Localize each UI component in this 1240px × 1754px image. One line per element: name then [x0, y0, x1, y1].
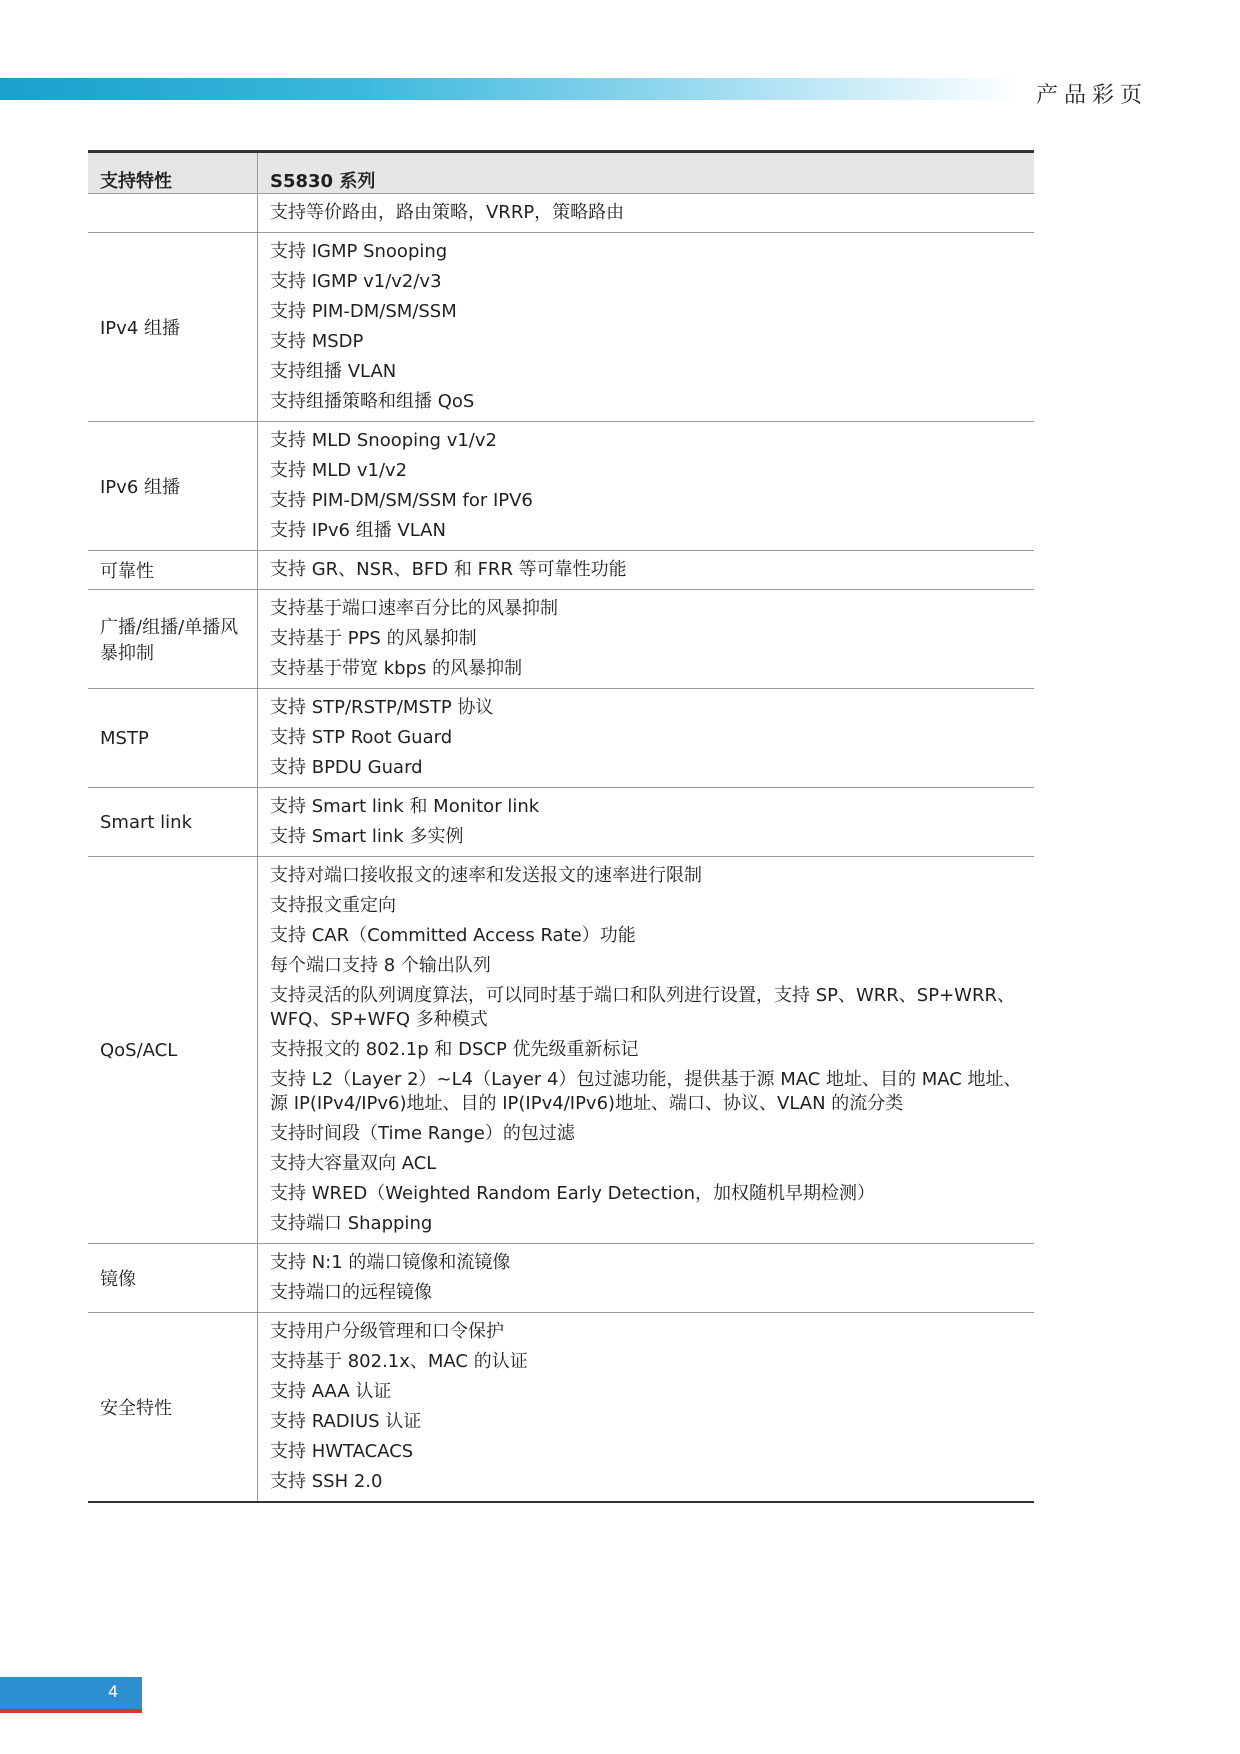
table-row — [88, 422, 1034, 551]
feature-item: 支持报文的 802.1p 和 DSCP 优先级重新标记 — [270, 1039, 639, 1060]
feature-item: 每个端口支持 8 个输出队列 — [270, 955, 491, 976]
feature-item: 支持 L2（Layer 2）~L4（Layer 4）包过滤功能，提供基于源 MAC 地址、目的 MAC 地址、源 IP(IPv4/IPv6)地址、目的 IP(IPv4/IPv6)地址、端口、协议、VLAN 的流分类 — [270, 1069, 1022, 1114]
spec-table — [88, 150, 1034, 1503]
header-feature: 支持特性 — [88, 152, 258, 194]
feature-item: 支持 MLD v1/v2 — [270, 460, 408, 481]
description-cell — [258, 551, 1035, 590]
description-cell — [258, 1313, 1035, 1503]
feature-item: 支持组播策略和组播 QoS — [270, 391, 475, 412]
feature-cell: 镜像 — [88, 1244, 258, 1313]
feature-item: 支持 STP/RSTP/MSTP 协议 — [270, 697, 494, 718]
table-row — [88, 689, 1034, 788]
table-row — [88, 233, 1034, 422]
feature-item: 支持 STP Root Guard — [270, 727, 453, 748]
feature-item: 支持 IPv6 组播 VLAN — [270, 520, 446, 541]
table-row — [88, 551, 1034, 590]
feature-cell: Smart link — [88, 788, 258, 857]
description-cell — [258, 788, 1035, 857]
feature-item: 支持 GR、NSR、BFD 和 FRR 等可靠性功能 — [270, 559, 627, 580]
feature-item: 支持等价路由，路由策略，VRRP，策略路由 — [270, 202, 625, 223]
page-number: 4 — [108, 1682, 119, 1701]
description-cell — [258, 233, 1035, 422]
feature-item: 支持 PIM-DM/SM/SSM for IPV6 — [270, 490, 533, 511]
description-cell — [258, 857, 1035, 1244]
table-row — [88, 194, 1034, 233]
feature-item: 支持对端口接收报文的速率和发送报文的速率进行限制 — [270, 865, 702, 886]
feature-cell: 广播/组播/单播风暴抑制 — [88, 590, 258, 689]
description-cell — [258, 590, 1035, 689]
feature-item: 支持基于 PPS 的风暴抑制 — [270, 628, 477, 649]
feature-item: 支持报文重定向 — [270, 895, 396, 916]
feature-item: 支持 IGMP Snooping — [270, 241, 448, 262]
feature-item: 支持端口的远程镜像 — [270, 1282, 432, 1303]
feature-cell: 可靠性 — [88, 551, 258, 590]
feature-item: 支持 IGMP v1/v2/v3 — [270, 271, 442, 292]
feature-item: 支持 PIM-DM/SM/SSM — [270, 301, 457, 322]
feature-item: 支持 SSH 2.0 — [270, 1471, 383, 1492]
description-cell — [258, 422, 1035, 551]
feature-cell: 安全特性 — [88, 1313, 258, 1503]
feature-item: 支持基于带宽 kbps 的风暴抑制 — [270, 658, 523, 679]
feature-item: 支持 BPDU Guard — [270, 757, 423, 778]
table-row — [88, 788, 1034, 857]
description-cell — [258, 689, 1035, 788]
feature-item: 支持 HWTACACS — [270, 1441, 414, 1462]
page-number-box — [0, 1677, 142, 1713]
feature-item: 支持 WRED（Weighted Random Early Detection，加权随机早期检测） — [270, 1183, 876, 1204]
feature-cell: MSTP — [88, 689, 258, 788]
description-cell — [258, 1244, 1035, 1313]
feature-item: 支持组播 VLAN — [270, 361, 397, 382]
table-row — [88, 1244, 1034, 1313]
feature-item: 支持 N:1 的端口镜像和流镜像 — [270, 1252, 511, 1273]
header-color-band — [0, 78, 1020, 100]
feature-item: 支持 AAA 认证 — [270, 1381, 392, 1402]
feature-item: 支持 MSDP — [270, 331, 364, 352]
feature-item: 支持基于 802.1x、MAC 的认证 — [270, 1351, 528, 1372]
table-row — [88, 1313, 1034, 1503]
feature-item: 支持 MLD Snooping v1/v2 — [270, 430, 497, 451]
feature-item: 支持 CAR（Committed Access Rate）功能 — [270, 925, 636, 946]
feature-cell: QoS/ACL — [88, 857, 258, 1244]
header-series: S5830 系列 — [258, 152, 1035, 194]
feature-item: 支持端口 Shapping — [270, 1213, 433, 1234]
table-row — [88, 590, 1034, 689]
section-title: 产品彩页 — [1035, 83, 1148, 108]
feature-item: 支持 RADIUS 认证 — [270, 1411, 422, 1432]
feature-item: 支持大容量双向 ACL — [270, 1153, 437, 1174]
feature-item: 支持 Smart link 和 Monitor link — [270, 796, 540, 817]
feature-cell — [88, 194, 258, 233]
feature-item: 支持基于端口速率百分比的风暴抑制 — [270, 598, 558, 619]
table-header-row — [88, 152, 1034, 194]
feature-item: 支持灵活的队列调度算法，可以同时基于端口和队列进行设置，支持 SP、WRR、SP+WRR、WFQ、SP+WFQ 多种模式 — [270, 985, 1015, 1030]
feature-item: 支持 Smart link 多实例 — [270, 826, 464, 847]
table-row — [88, 857, 1034, 1244]
description-cell — [258, 194, 1035, 233]
feature-item: 支持用户分级管理和口令保护 — [270, 1321, 504, 1342]
feature-item: 支持时间段（Time Range）的包过滤 — [270, 1123, 575, 1144]
feature-cell: IPv6 组播 — [88, 422, 258, 551]
table-body — [88, 194, 1034, 1503]
feature-cell: IPv4 组播 — [88, 233, 258, 422]
